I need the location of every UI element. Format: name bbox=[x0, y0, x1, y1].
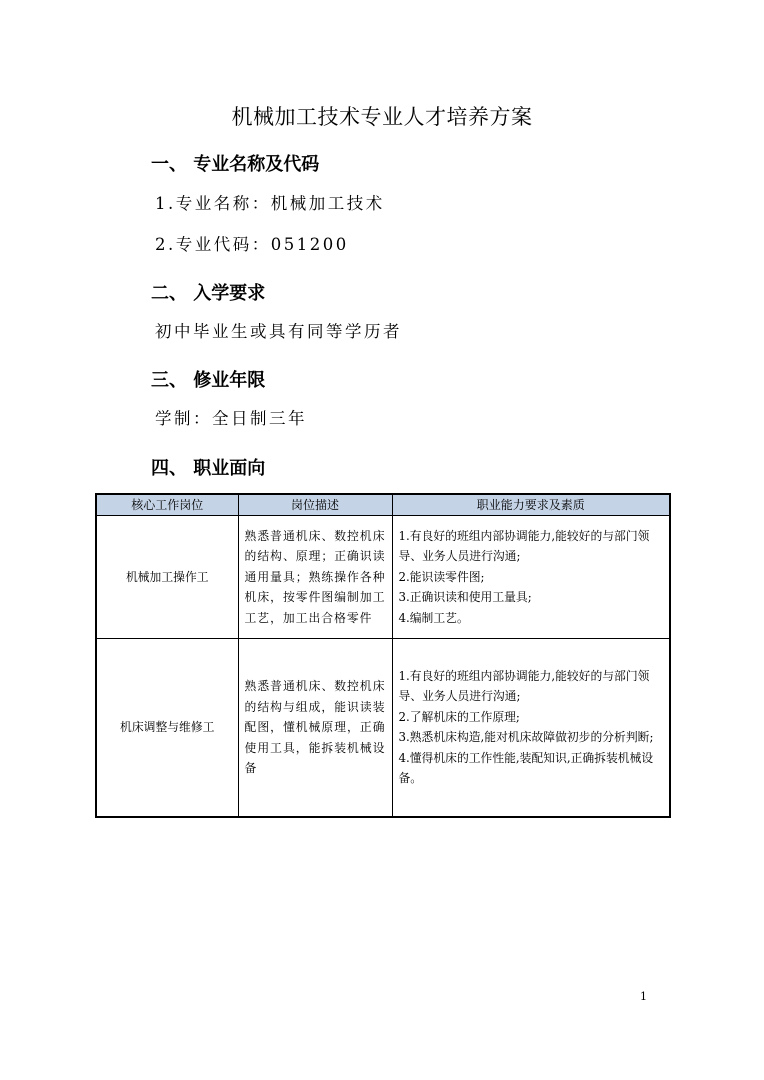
cell-description: 熟悉普通机床、数控机床的结构与组成，能识读装配图，懂机械原理，正确使用工具，能拆装机械设备 bbox=[238, 639, 392, 817]
table-header-row bbox=[96, 494, 670, 516]
header-core-post: 核心工作岗位 bbox=[96, 494, 238, 516]
requirement-item: 1.有良好的班组内部协调能力,能较好的与部门领导、业务人员进行沟通; bbox=[398, 668, 650, 704]
cell-post: 机床调整与维修工 bbox=[96, 639, 238, 817]
requirement-item: 2.了解机床的工作原理; bbox=[398, 709, 520, 724]
table-row bbox=[96, 516, 670, 639]
major-code-line: 2.专业代码：051200 bbox=[155, 235, 349, 254]
requirement-item: 3.正确识读和使用工量具; bbox=[398, 590, 532, 605]
career-table bbox=[95, 493, 671, 818]
header-post-description: 岗位描述 bbox=[238, 494, 392, 516]
major-name-line: 1.专业名称：机械加工技术 bbox=[155, 194, 385, 213]
study-duration: 学制：全日制三年 bbox=[155, 409, 307, 428]
document-title: 机械加工技术专业人才培养方案 bbox=[231, 105, 533, 129]
requirement-item: 3.熟悉机床构造,能对机床故障做初步的分析判断; bbox=[398, 730, 654, 745]
cell-requirements bbox=[392, 639, 670, 817]
requirement-item: 4.编制工艺。 bbox=[398, 610, 469, 625]
section-2-heading: 二、 入学要求 bbox=[151, 283, 266, 304]
requirement-item: 2.能识读零件图; bbox=[398, 569, 485, 584]
section-3-heading: 三、 修业年限 bbox=[151, 370, 266, 391]
table-row bbox=[96, 639, 670, 817]
cell-description: 熟悉普通机床、数控机床的结构、原理；正确识读通用量具；熟练操作各种机床，按零件图编制加工工艺，加工出合格零件 bbox=[238, 516, 392, 639]
requirement-item: 4.懂得机床的工作性能,装配知识,正确拆装机械设备。 bbox=[398, 750, 654, 786]
cell-post: 机械加工操作工 bbox=[96, 516, 238, 639]
header-ability-requirements: 职业能力要求及素质 bbox=[392, 494, 670, 516]
section-1-heading: 一、 专业名称及代码 bbox=[151, 154, 320, 175]
admission-requirement: 初中毕业生或具有同等学历者 bbox=[155, 322, 402, 341]
requirement-item: 1.有良好的班组内部协调能力,能较好的与部门领导、业务人员进行沟通; bbox=[398, 528, 650, 564]
page-number: 1 bbox=[640, 990, 647, 1003]
section-4-heading: 四、 职业面向 bbox=[151, 458, 266, 479]
cell-requirements bbox=[392, 516, 670, 639]
